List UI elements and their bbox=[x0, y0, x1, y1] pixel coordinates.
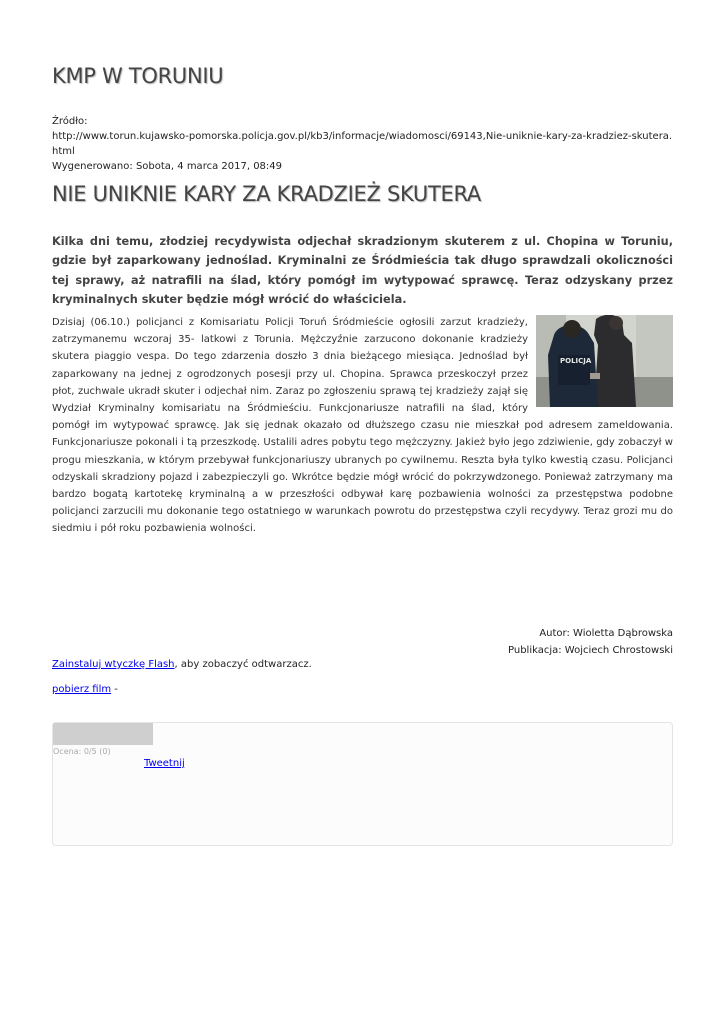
source-url: http://www.torun.kujawsko-pomorska.policja.gov.pl/kb3/informacje/wiadomosci/69143,Nie-uniknie-kary-za-kradziez-skutera.html bbox=[52, 131, 673, 157]
site-title: KMP W TORUNIU bbox=[52, 64, 224, 88]
download-suffix: - bbox=[111, 684, 118, 695]
article-body bbox=[52, 314, 673, 538]
install-flash-link[interactable]: Zainstaluj wtyczkę Flash bbox=[52, 659, 175, 670]
rating-stars[interactable] bbox=[53, 723, 153, 745]
download-notice bbox=[52, 684, 118, 695]
article-body-text: Dzisiaj (06.10.) policjanci z Komisariatu Policji Toruń Śródmieście ogłosili zarzut kradzieży, zatrzymanemu wczoraj 35- latkowi z Torunia. Mężczyźnie zarzucono dokonanie kradzieży skutera piaggio vespa. Do tego zdarzenia doszło 3 dnia bieżącego miesiąca. Jednoślad był zaparkowany na jednej z ogrodzonych posesji przy ul. Chopina. Sprawca przeskoczył przez płot, zuchwale ukradł skuter i odjechał nim. Zaraz po zgłoszeniu sprawą tej kradzieży zajął się Wydział Kryminalny komisariatu na Śródmieściu. Funkcjonariusze natrafili na ślad, który pomógł im wytypować sprawcę. Jak się jednak okazało od dłuższego czasu nie mieszkał pod adresem zameldowania. Funkcjonariusze pokonali i tą przeszkodę. Ustalili adres pobytu tego mężczyzny. Jakież było jego zdziwienie, gdy zobaczył w progu mieszkania, w którym przebywał funkcjonariuszy ubranych po cywilnemu. Reszta była tylko kwestią czasu. Policjanci odzyskali skradziony pojazd i zabezpieczyli go. Wkrótce będzie mógł wrócić do pokrzywdzonego. Ponieważ zatrzymany ma bardzo bogatą kartotekę kryminalną a w przeszłości odbywał karę pozbawienia wolności za przestępstwa podobne policjanci zarzucili mu dokonanie tego ostatniego w warunkach powrotu do przestępstwa czyli recydywy. Teraz grozi mu do siedmiu i pół roku pozbawienia wolności. bbox=[52, 317, 673, 535]
article-lead: Kilka dni temu, złodziej recydywista odjechał skradzionym skuterem z ul. Chopina w Toruniu, gdzie był zaparkowany jednoślad. Kryminalni ze Śródmieścia tak długo sprawdzali okoliczności tej sprawy, aż natrafili na ślad, który pomógł im wytypować sprawcę. Teraz odzyskany przez kryminalnych skuter będzie mógł wrócić do właściciela. bbox=[52, 235, 673, 306]
source-meta bbox=[52, 114, 677, 174]
source-label: Źródło: bbox=[52, 116, 88, 127]
author: Autor: Wioletta Dąbrowska bbox=[539, 628, 673, 639]
flash-suffix: , aby zobaczyć odtwarzacz. bbox=[174, 659, 312, 670]
vest-label: POLICJA bbox=[560, 357, 592, 365]
signature-block bbox=[508, 625, 673, 659]
police-photo-image bbox=[536, 315, 673, 407]
rating-box bbox=[52, 722, 673, 846]
article-title: NIE UNIKNIE KARY ZA KRADZIEŻ SKUTERA bbox=[52, 182, 481, 206]
publication: Publikacja: Wojciech Chrostowski bbox=[508, 645, 673, 656]
article-photo bbox=[536, 315, 673, 407]
generated-date: Wygenerowano: Sobota, 4 marca 2017, 08:49 bbox=[52, 161, 283, 172]
rating-text: Ocena: 0/5 (0) bbox=[53, 747, 111, 756]
tweet-link[interactable]: Tweetnij bbox=[144, 758, 185, 769]
flash-notice bbox=[52, 659, 312, 670]
download-video-link[interactable]: pobierz film bbox=[52, 684, 112, 695]
